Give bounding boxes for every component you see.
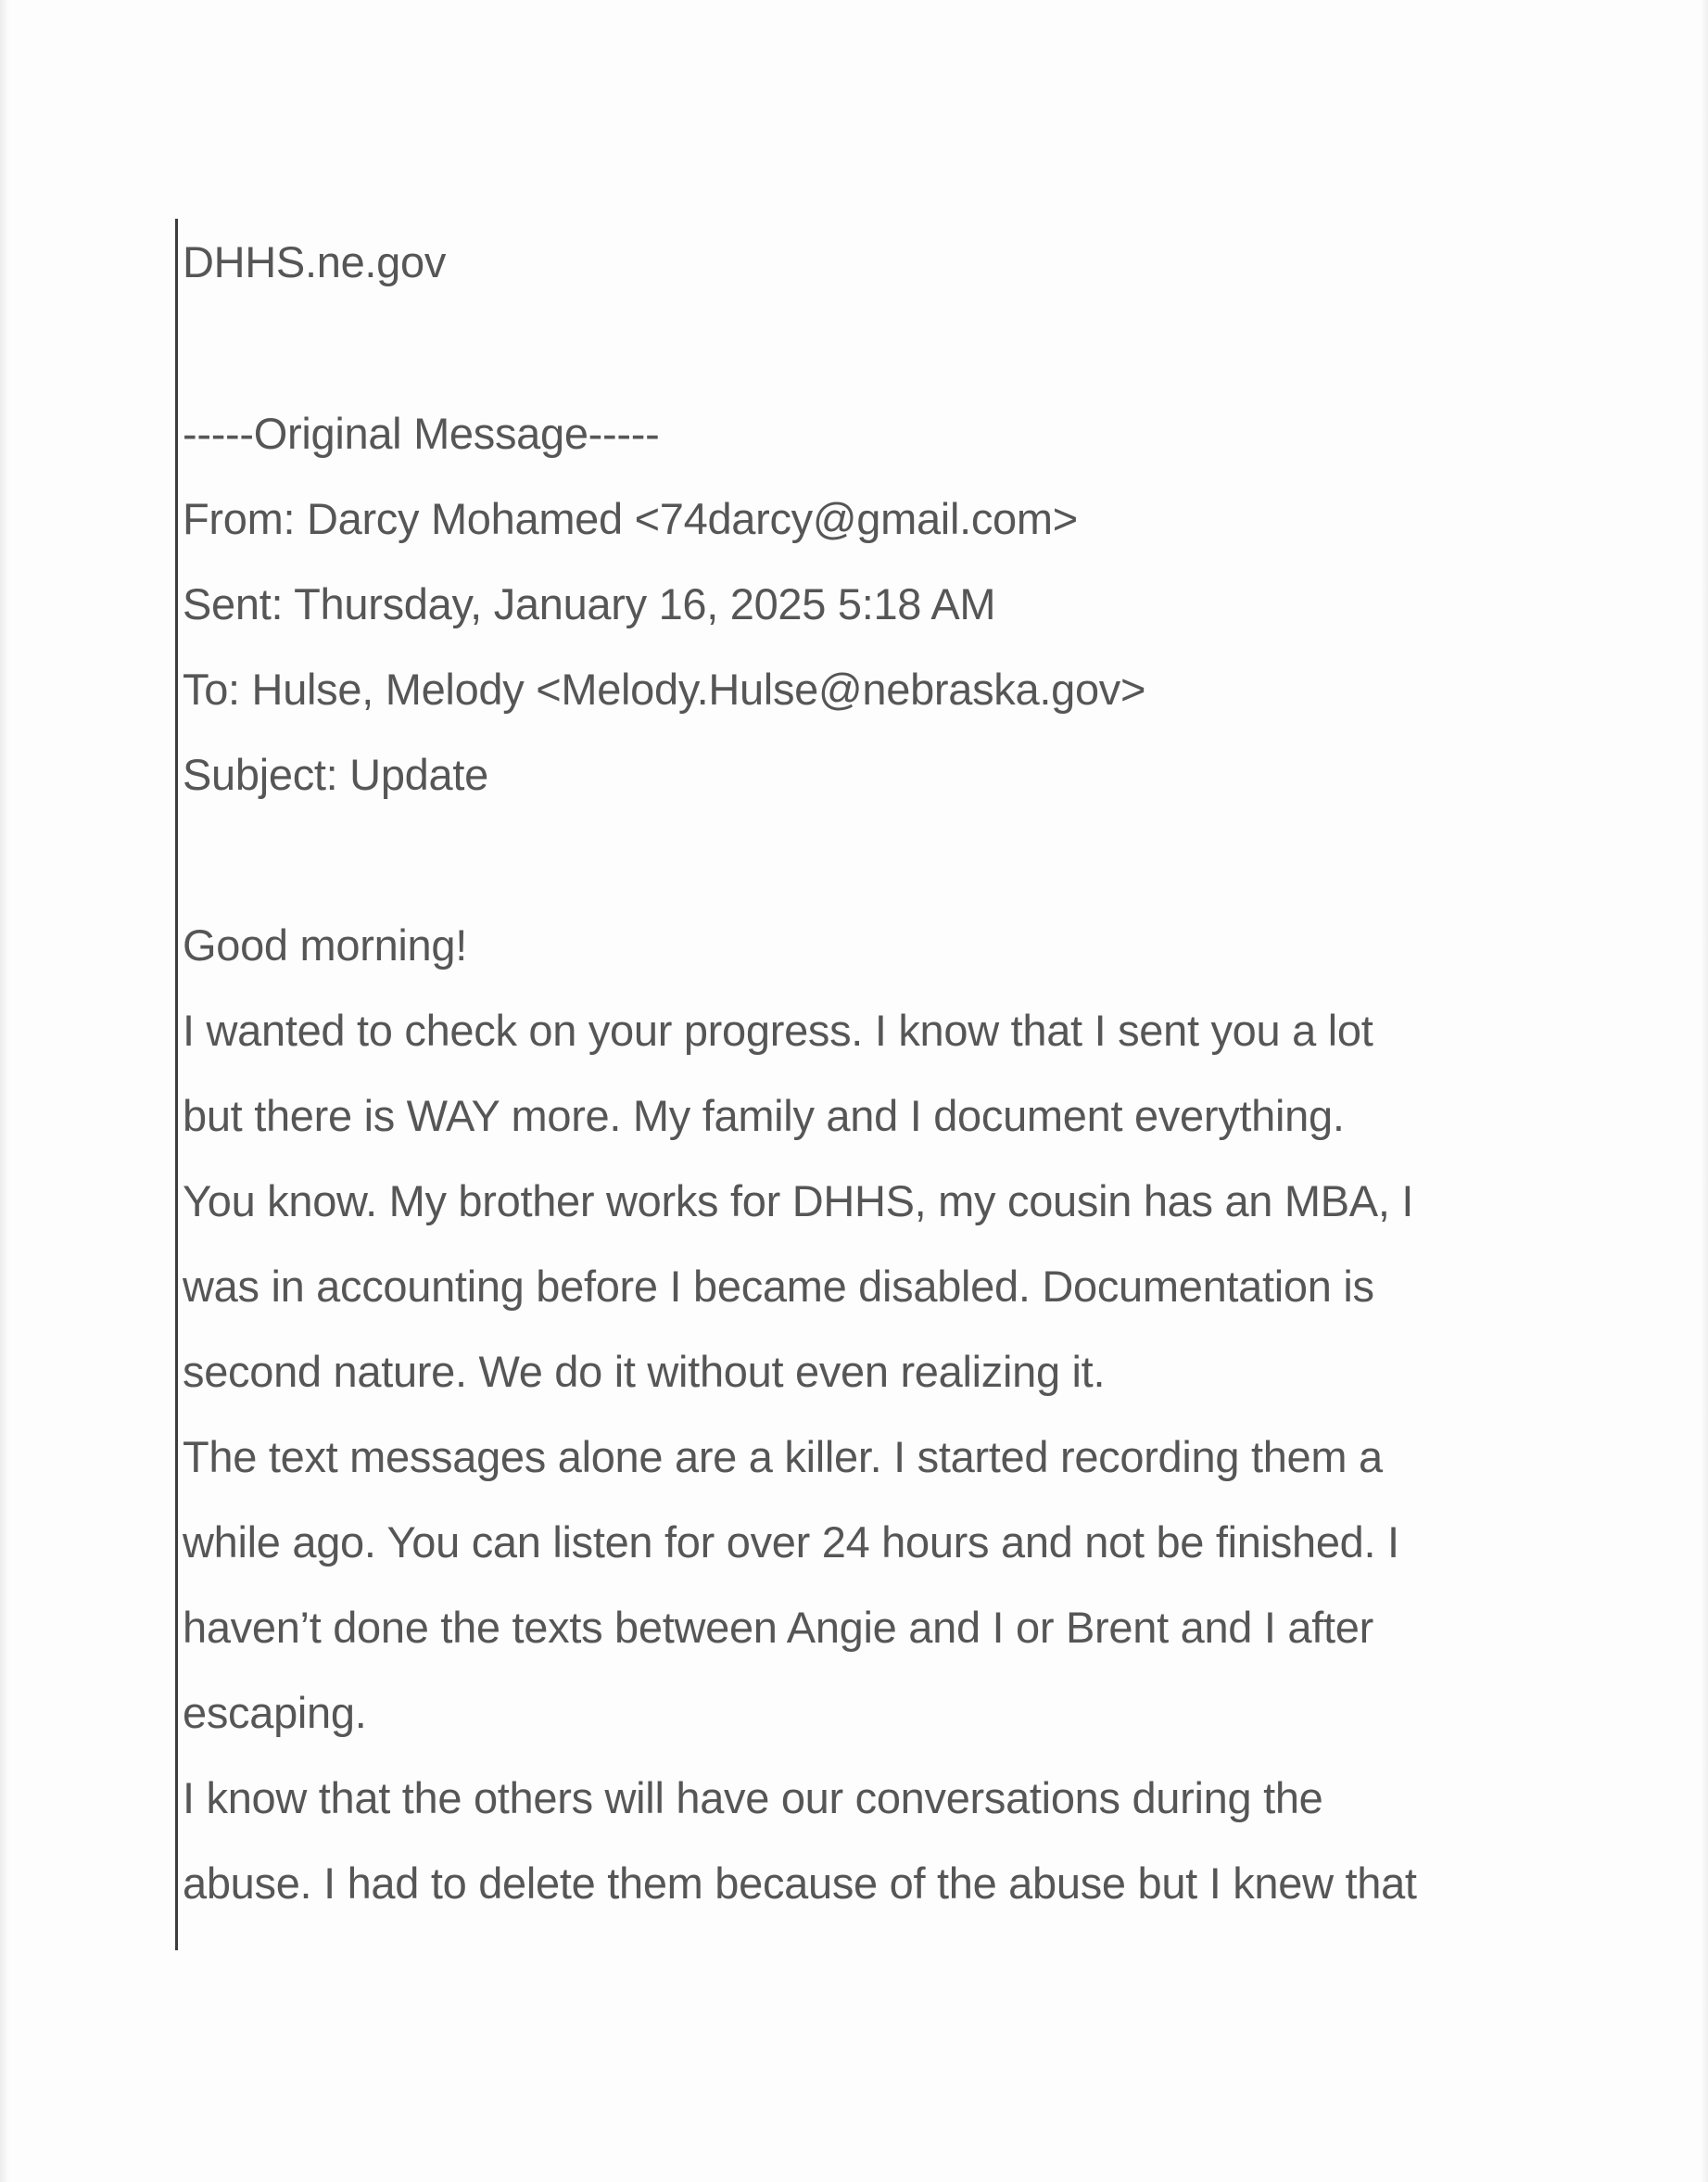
from-line: From: Darcy Mohamed <74darcy@gmail.com> xyxy=(183,494,1078,543)
body-line: You know. My brother works for DHHS, my cousin has an MBA, I xyxy=(183,1176,1414,1225)
domain-line: DHHS.ne.gov xyxy=(183,237,447,286)
scan-edge-left xyxy=(0,0,9,2182)
scan-edge-right xyxy=(1701,0,1708,2182)
subject-line: Subject: Update xyxy=(183,750,488,799)
body-line: I know that the others will have our conversations during the xyxy=(183,1773,1323,1822)
greeting: Good morning! xyxy=(183,920,467,970)
body-line: haven’t done the texts between Angie and I or Brent and I after xyxy=(183,1603,1373,1652)
body-line: abuse. I had to delete them because of the abuse but I knew that xyxy=(183,1859,1417,1908)
body-line: I wanted to check on your progress. I know that I sent you a lot xyxy=(183,1006,1373,1055)
body-line: The text messages alone are a killer. I started recording them a xyxy=(183,1432,1383,1481)
quote-border xyxy=(175,219,178,1950)
original-message-separator: -----Original Message----- xyxy=(183,409,660,458)
body-line: second nature. We do it without even realizing it. xyxy=(183,1347,1106,1396)
body-line: escaping. xyxy=(183,1688,367,1737)
body-line: while ago. You can listen for over 24 hours and not be finished. I xyxy=(183,1517,1399,1567)
body-line: but there is WAY more. My family and I document everything. xyxy=(183,1091,1345,1140)
body-line: was in accounting before I became disabled. Documentation is xyxy=(183,1262,1374,1311)
to-line: To: Hulse, Melody <Melody.Hulse@nebraska.gov> xyxy=(183,665,1146,714)
sent-line: Sent: Thursday, January 16, 2025 5:18 AM xyxy=(183,579,996,628)
